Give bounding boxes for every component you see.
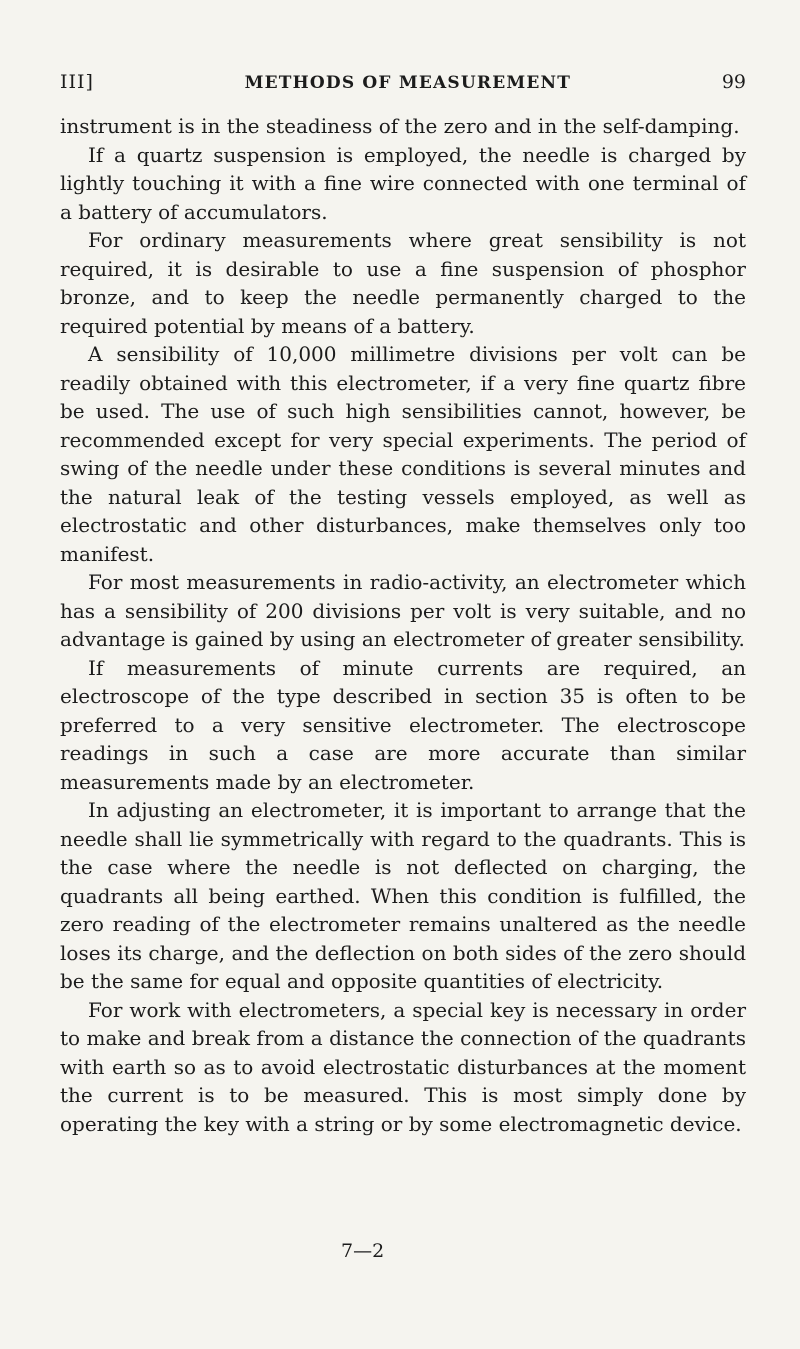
- page-number: 99: [721, 71, 746, 93]
- signature-mark: 7—2: [341, 1240, 385, 1262]
- book-page: [60, 68, 746, 1138]
- body-text: [60, 112, 746, 1138]
- paragraph: For work with electrometers, a special key is necessary in order to make and break from a distance the connection of the quadrants with earth so as to avoid electrostatic disturbances at the moment the current is to be measured. This is most simply done by operating the key with a string or by some electromagnetic device.: [60, 997, 746, 1136]
- paragraph: For most measurements in radio-activity, an electrometer which has a sensibility of 200 divisions per volt is very suitable, and no advantage is gained by using an electrometer of greater sensibility.: [60, 570, 746, 651]
- paragraph: In adjusting an electrometer, it is important to arrange that the needle shall lie symmetrically with regard to the quadrants. This is the case where the needle is not deflected on charging, the quadrants all being earthed. When this condition is fulfilled, the zero reading of the electrometer remains unaltered as the needle loses its charge, and the deflection on both sides of the zero should be the same for equal and opposite quantities of electricity.: [60, 798, 746, 993]
- paragraph: If measurements of minute currents are required, an electroscope of the type described in section 35 is often to be preferred to a very sensitive electrometer. The electroscope readings in such a case are more accurate than similar measurements made by an electrometer.: [60, 655, 746, 794]
- paragraph: For ordinary measurements where great sensibility is not required, it is desirable to use a fine suspension of phosphor bronze, and to keep the needle permanently charged to the required potential by means of a battery.: [60, 228, 746, 338]
- running-head: [60, 68, 746, 96]
- chapter-number: III]: [60, 71, 94, 93]
- paragraph: instrument is in the steadiness of the zero and in the self-damping.: [60, 114, 740, 138]
- paragraph: If a quartz suspension is employed, the needle is charged by lightly touching it with a fine wire connected with one terminal of a battery of accumulators.: [60, 142, 746, 224]
- running-title: METHODS OF MEASUREMENT: [244, 73, 572, 93]
- paragraph: A sensibility of 10,000 millimetre divisions per volt can be readily obtained with this electrometer, if a very fine quartz fibre be used. The use of such high sensibilities cannot, however, be recommended except for very special experiments. The period of swing of the needle under these conditions is several minutes and the natural leak of the testing vessels employed, as well as electrostatic and other disturbances, make themselves only too manifest.: [60, 342, 746, 566]
